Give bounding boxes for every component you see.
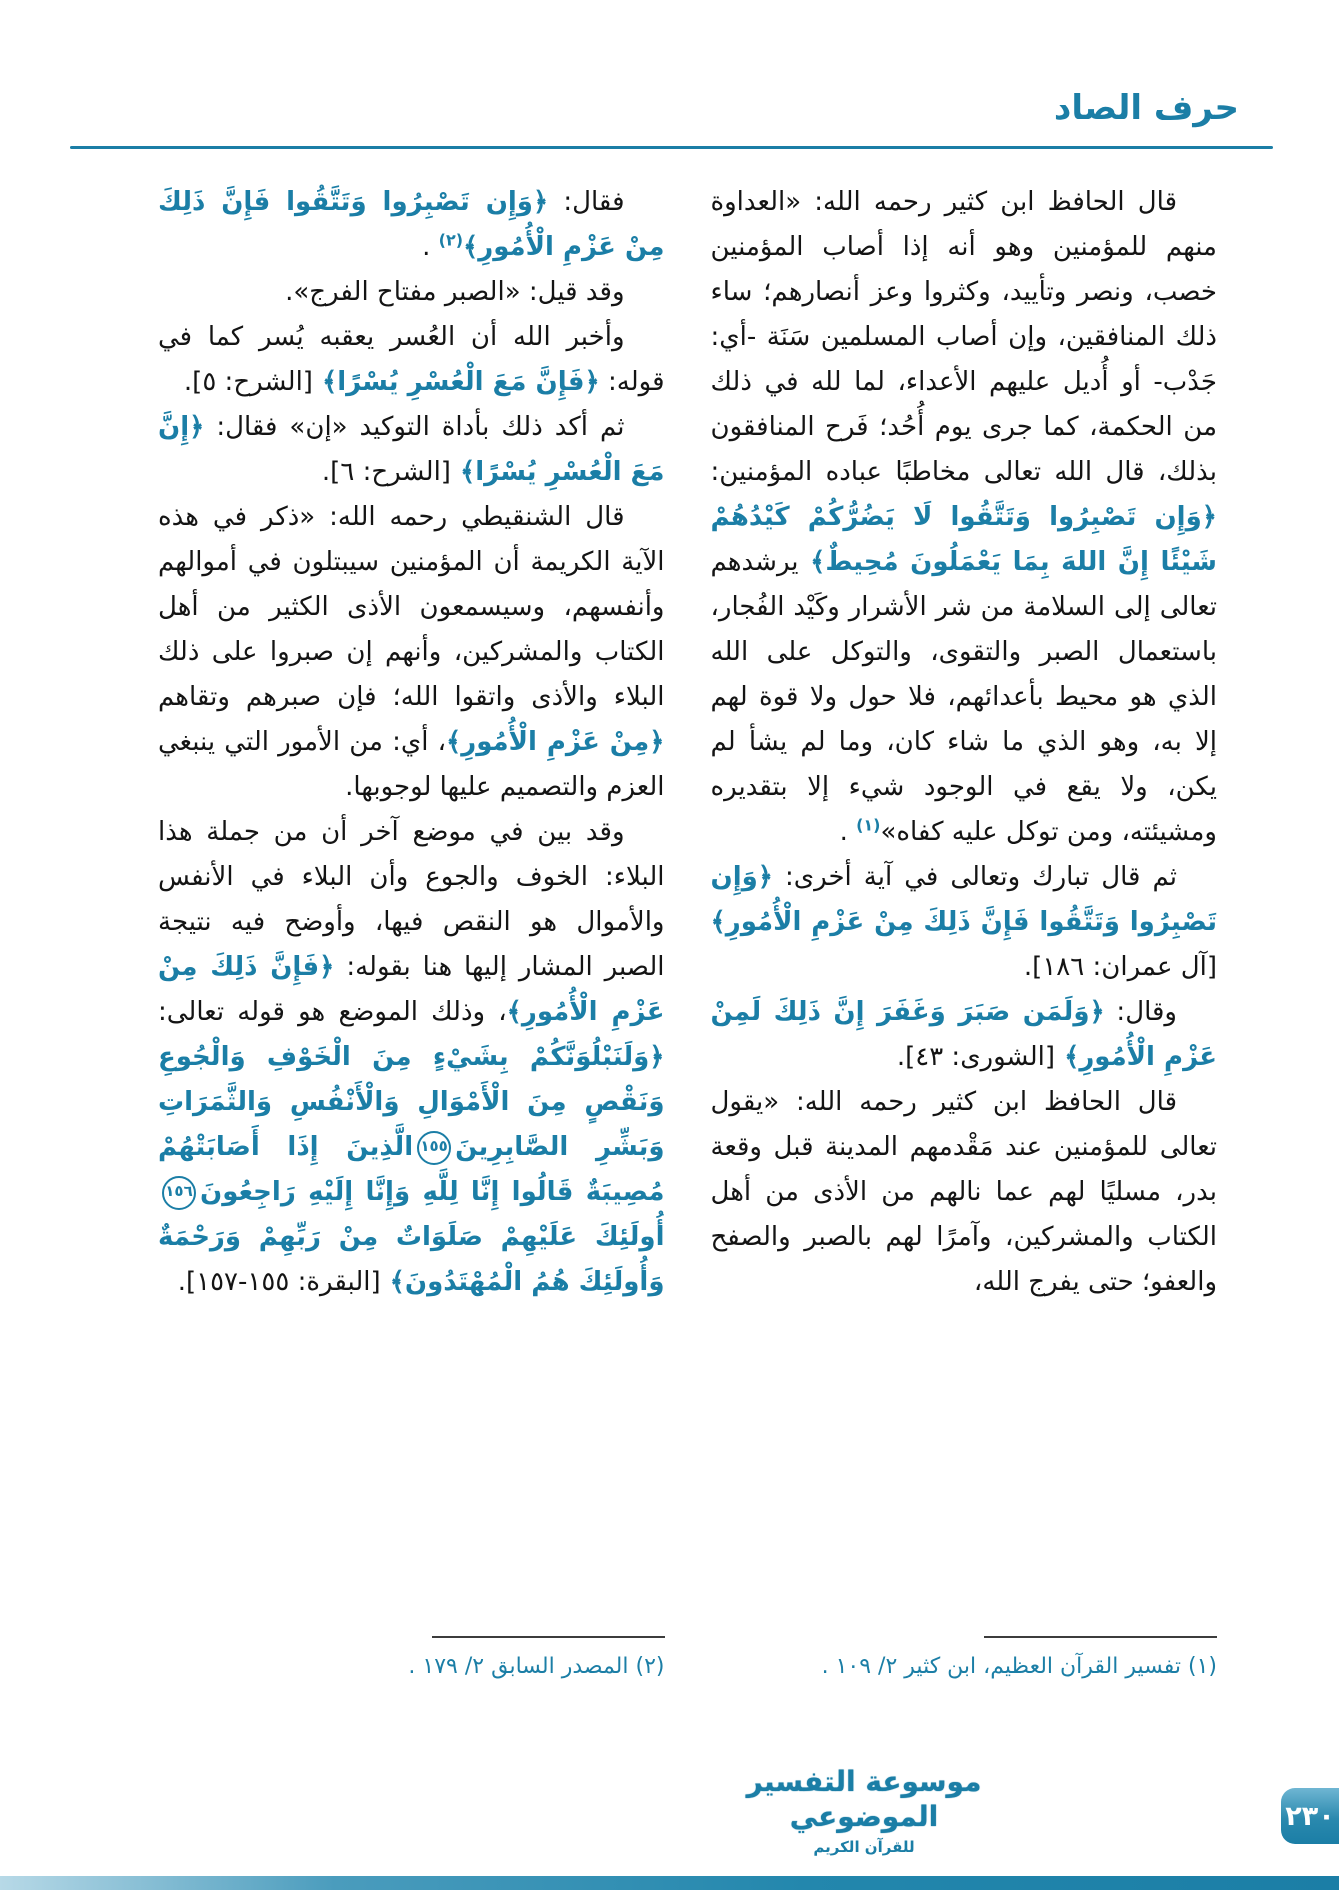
body-text: [آل عمران: ١٨٦]. <box>1023 952 1217 982</box>
body-text: ثم قال تبارك وتعالى في آية أخرى: <box>773 862 1177 892</box>
paragraph <box>158 180 665 270</box>
paragraph <box>711 855 1218 990</box>
body-text: يرشدهم تعالى إلى السلامة من شر الأشرار وكَيْد الفُجار، باستعمال الصبر والتقوى، والتوكل على الله الذي هو محيط بأعدائهم، فلا حول ولا قوة لهم إلا به، وهو الذي ما شاء كان، وما لم يشأ لم يكن، ولا يقع في الوجود شيء إلا بتقديره ومشيئته، ومن توكل عليه كفاه» <box>710 547 1217 847</box>
body-text: وقد بين في موضع آخر أن من جملة هذا البلاء: الخوف والجوع وأن البلاء في الأنفس والأموال هو النقص فيها، وأوضح فيه نتيجة الصبر المشار إليها هنا بقوله: <box>158 817 665 982</box>
quran-verse: الَّذِينَ إِذَا أَصَابَتْهُمْ مُصِيبَةٌ قَالُوا إِنَّا لِلَّهِ وَإِنَّا إِلَيْهِ رَاجِعُونَ <box>158 1132 665 1207</box>
quran-verse: ﴿وَلَمَن صَبَرَ وَغَفَرَ إِنَّ ذَلِكَ لَمِنْ عَزْمِ الْأُمُورِ﴾ <box>710 997 1217 1072</box>
body-text: قال الحافظ ابن كثير رحمه الله: «يقول تعالى للمؤمنين عند مَقْدمهم المدينة قبل وقعة بدر، مسليًا لهم عما نالهم من الأذى من أهل الكتاب والمشركين، وآمرًا لهم بالصبر والصفح والعفو؛ حتى يفرج الله، <box>710 1087 1217 1297</box>
footnote-1: (١) تفسير القرآن العظيم، ابن كثير ٢/ ١٠٩ . <box>821 1654 1217 1679</box>
body-text: ، أي: من الأمور التي ينبغي العزم والتصميم عليها لوجوبها. <box>158 727 665 802</box>
body-text: [الشرح: ٥]. <box>183 367 313 397</box>
ayah-number: ١٥٦ <box>162 1176 196 1210</box>
publisher-logo-title: موسوعة التفسير الموضوعي <box>746 1765 982 1833</box>
paragraph <box>158 495 665 810</box>
body-text: ثم أكد ذلك بأداة التوكيد «إن» فقال: <box>204 412 625 442</box>
body-text: وقد قيل: «الصبر مفتاح الفرج». <box>285 277 625 307</box>
quran-verse: ﴿وَإِن تَصْبِرُوا وَتَتَّقُوا فَإِنَّ ذَلِكَ مِنْ عَزْمِ الْأُمُورِ﴾ <box>158 187 665 262</box>
body-text: قال الحافظ ابن كثير رحمه الله: «العداوة منهم للمؤمنين وهو أنه إذا أصاب المؤمنين خصب، ونصر وتأييد، وكثروا وعز أنصارهم؛ ساء ذلك المنافقين، وإن أصاب المسلمين سَنَة -أي: جَدْب- أو أُديل عليهم الأعداء، لما لله في ذلك من الحكمة، كما جرى يوم أُحُد؛ فَرح المنافقون بذلك، قال الله تعالى مخاطبًا عباده المؤمنين: <box>710 187 1217 487</box>
paragraph <box>158 315 665 405</box>
quran-verse: ﴿مِنْ عَزْمِ الْأُمُورِ﴾ <box>446 727 665 757</box>
paragraph <box>711 1080 1218 1305</box>
header-rule <box>70 146 1273 149</box>
column-left <box>158 180 665 1305</box>
body-text: . <box>839 817 857 847</box>
footnote-marker: (١) <box>856 815 881 835</box>
paragraph <box>158 810 665 1305</box>
quran-verse: ﴿وَإِن تَصْبِرُوا وَتَتَّقُوا فَإِنَّ ذَلِكَ مِنْ عَزْمِ الْأُمُورِ﴾ <box>710 862 1217 937</box>
body-text: قال الشنقيطي رحمه الله: «ذكر في هذه الآية الكريمة أن المؤمنين سيبتلون في أموالهم وأنفسهم، وسيسمعون الأذى الكثير من أهل الكتاب والمشركين، وأنهم إن صبروا على ذلك البلاء والأذى واتقوا الله؛ فإن صبرهم وتقاهم <box>158 502 665 712</box>
paragraph <box>711 180 1218 855</box>
footnote-marker: (٢) <box>438 230 464 250</box>
footnotes <box>158 1636 1217 1684</box>
paragraph <box>711 990 1218 1080</box>
quran-verse: أُولَئِكَ عَلَيْهِمْ صَلَوَاتٌ مِنْ رَبِّهِمْ وَرَحْمَةٌ وَأُولَئِكَ هُمُ الْمُهْتَدُونَ﴾ <box>158 1222 665 1297</box>
body-text: وقال: <box>1104 997 1177 1027</box>
body-text: وأخبر الله أن العُسر يعقبه يُسر كما في قوله: <box>158 322 665 397</box>
body-text: [البقرة: ١٥٥-١٥٧]. <box>177 1267 381 1297</box>
publisher-logo <box>719 1764 1009 1856</box>
chapter-title: حرف الصاد <box>1053 88 1239 128</box>
quran-verse: ﴿إِنَّ مَعَ الْعُسْرِ يُسْرًا﴾ <box>158 412 665 487</box>
quran-verse: ﴿وَإِن تَصْبِرُوا وَتَتَّقُوا لَا يَضُرُّكُمْ كَيْدُهُمْ شَيْئًا إِنَّ اللهَ بِمَا يَعْمَلُونَ مُحِيطٌ﴾ <box>710 502 1217 577</box>
quran-verse: ﴿وَلَنَبْلُوَنَّكُمْ بِشَيْءٍ مِنَ الْخَوْفِ وَالْجُوعِ وَنَقْصٍ مِنَ الْأَمْوَالِ وَالْأَنْفُسِ وَالثَّمَرَاتِ وَبَشِّرِ الصَّابِرِينَ <box>158 1042 665 1162</box>
footnote-separator <box>984 1636 1217 1638</box>
footnote-2: (٢) المصدر السابق ٢/ ١٧٩ . <box>408 1654 665 1679</box>
body-text: [الشورى: ٤٣]. <box>896 1042 1056 1072</box>
ayah-number: ١٥٥ <box>417 1131 451 1165</box>
body-text: [الشرح: ٦]. <box>321 457 451 487</box>
page-number-badge: ٢٣٠ <box>1281 1788 1339 1844</box>
footnote-separator <box>432 1636 665 1638</box>
footnote-block-left <box>158 1636 665 1684</box>
publisher-logo-subtitle: للقرآن الكريم <box>813 1838 915 1856</box>
body-text: ، وذلك الموضع هو قوله تعالى: <box>158 997 507 1027</box>
paragraph <box>158 405 665 495</box>
page-body <box>158 180 1217 1305</box>
footnote-block-right <box>711 1636 1218 1684</box>
paragraph <box>158 270 665 315</box>
quran-verse: ﴿فَإِنَّ ذَلِكَ مِنْ عَزْمِ الْأُمُورِ﴾ <box>158 952 665 1027</box>
column-right <box>711 180 1218 1305</box>
footer-decorative-bar <box>0 1876 1339 1890</box>
quran-verse: ﴿فَإِنَّ مَعَ الْعُسْرِ يُسْرًا﴾ <box>312 367 600 397</box>
body-text: . <box>422 232 439 262</box>
body-text: فقال: <box>548 187 625 217</box>
